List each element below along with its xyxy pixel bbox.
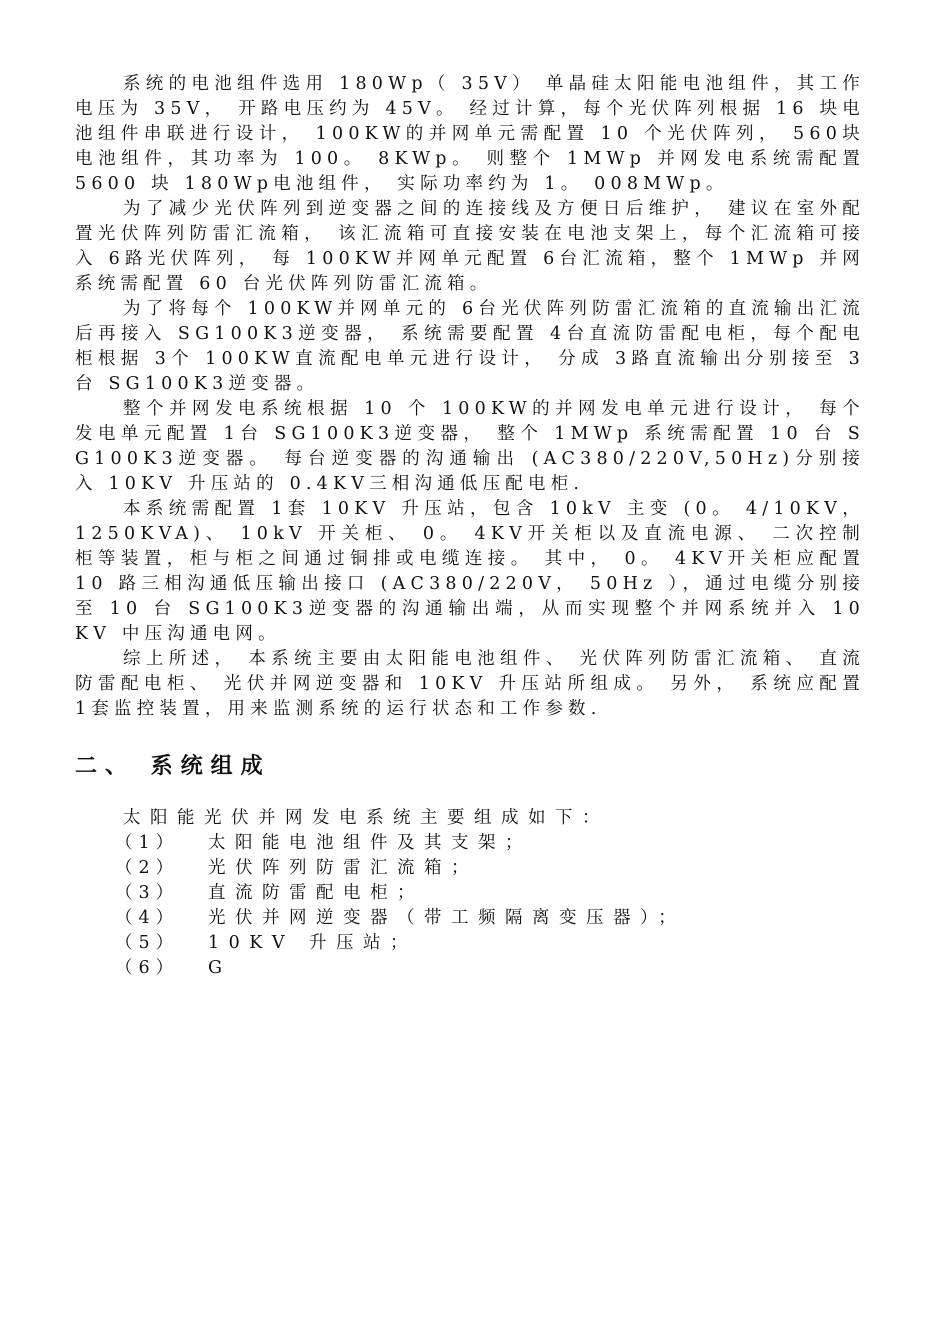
list-item-number: （1）: [115, 833, 180, 853]
paragraph-battery-modules: 系统的电池组件选用 180Wp（ 35V） 单晶硅太阳能电池组件，其工作电压为 35V， 开路电压约为 45V。 经过计算，每个光伏阵列根据 16 块电池组件串联进行设计， 100KW的并网单元需配置 10 个光伏阵列， 560块电池组件，其功率为 100。 8KWp。 则整个 1MWp 并网发电系统需配置 5600 块 180Wp电池组件， 实际功率约为 1。 008MWp。: [75, 74, 865, 194]
list-item: [75, 831, 865, 856]
list-item-number: （5）: [115, 933, 180, 953]
list-item-text: 光伏阵列防雷汇流箱；: [208, 858, 478, 878]
paragraph-dc-cabinets: 为了将每个 100KW并网单元的 6台光伏阵列防雷汇流箱的直流输出汇流后再接入 SG100K3逆变器， 系统需要配置 4台直流防雷配电柜，每个配电柜根据 3个 100KW直流配电单元进行设计， 分成 3路直流输出分别接至 3台 SG100K3逆变器。: [75, 299, 865, 394]
list-item: [75, 956, 865, 981]
list-item-number: （4）: [115, 908, 180, 928]
list-item-text: 直流防雷配电柜；: [208, 883, 424, 903]
list-item-number: （2）: [115, 858, 180, 878]
section-intro: 太阳能光伏并网发电系统主要组成如下：: [123, 808, 609, 828]
list-item: [75, 881, 865, 906]
paragraph-inverters: 整个并网发电系统根据 10 个 100KW的并网发电单元进行设计， 每个发电单元配置 1台 SG100K3逆变器， 整个 1MWp 系统需配置 10 台 SG100K3逆变器。 每台逆变器的沟通输出 (AC380/220V,50Hz)分别接入 10KV 升压站的 0.4KV三相沟通低压配电柜.: [75, 399, 865, 494]
document-page: [75, 72, 865, 981]
list-item-number: （6）: [115, 958, 180, 978]
list-item-text: G: [208, 958, 232, 978]
paragraph-combiner-boxes: 为了减少光伏阵列到逆变器之间的连接线及方便日后维护， 建议在室外配置光伏阵列防雷汇流箱， 该汇流箱可直接安装在电池支架上，每个汇流箱可接入 6路光伏阵列， 每 100KW并网单元配置 6台汇流箱，整个 1MWp 并网系统需配置 60 台光伏阵列防雷汇流箱。: [75, 199, 865, 294]
component-list: [75, 831, 865, 981]
list-item-text: 太阳能电池组件及其支架；: [208, 833, 532, 853]
list-item: [75, 931, 865, 956]
list-item-text: 10KV 升压站；: [208, 933, 418, 953]
list-item: [75, 906, 865, 931]
section-heading: 二、 系统组成: [75, 754, 271, 779]
list-item: [75, 856, 865, 881]
list-item-number: （3）: [115, 883, 180, 903]
paragraph-substation: 本系统需配置 1套 10KV 升压站，包含 10kV 主变 (0。 4/10KV， 1250KVA)、 10kV 开关柜、 0。 4KV开关柜以及直流电源、 二次控制柜等装置，柜与柜之间通过铜排或电缆连接。 其中， 0。 4KV开关柜应配置 10 路三相沟通低压输出接口 (AC380/220V， 50Hz ），通过电缆分别接至 10 台 SG100K3逆变器的沟通输出端，从而实现整个并网系统并入 10KV 中压沟通电网。: [75, 499, 865, 644]
list-item-text: 光伏并网逆变器（带工频隔离变压器）；: [208, 908, 686, 928]
paragraph-summary: 综上所述， 本系统主要由太阳能电池组件、 光伏阵列防雷汇流箱、 直流防雷配电柜、 光伏并网逆变器和 10KV 升压站所组成。 另外， 系统应配置 1套监控装置，用来监测系统的运行状态和工作参数.: [75, 649, 865, 719]
